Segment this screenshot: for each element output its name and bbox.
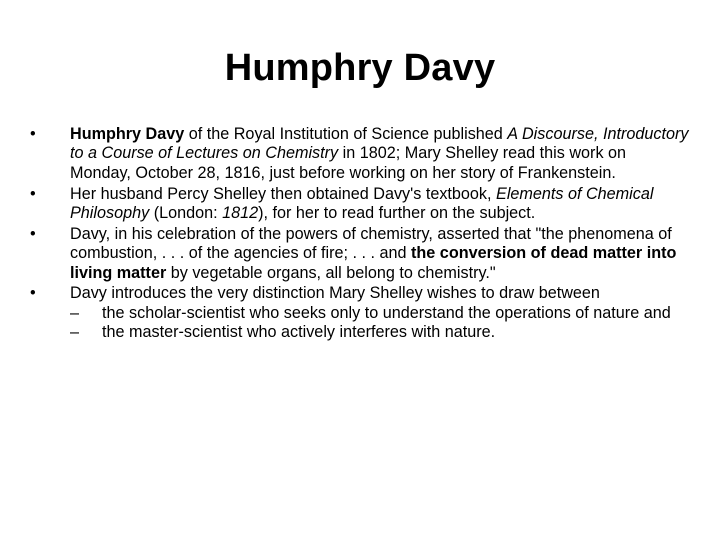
bullet-3-text-a: Davy, in his celebration of the powers of chemistry, asserted that "the phenomena of combustion, . . . of the agencies of fire; . . . and	[70, 224, 672, 263]
bullet-list	[30, 125, 690, 343]
bullet-2-text-b: (London:	[149, 204, 223, 223]
bullet-1-bold-name: Humphry Davy	[70, 125, 185, 143]
sub-bullet-list	[70, 304, 690, 343]
bullet-1-text-a: of the Royal Institution of Science published	[184, 125, 508, 143]
slide-body	[30, 125, 690, 344]
bullet-2-text-c: ), for her to read further on the subject.	[258, 204, 536, 223]
bullet-item-3	[30, 225, 690, 283]
sub-bullet-item-2: – the master‑scientist who actively interferes with nature.	[70, 323, 690, 342]
bullet-2-year: 1812	[222, 204, 259, 223]
bullet-2-book-title: Elements of Chemical Philosophy	[70, 184, 654, 223]
bullet-1-book-title: A Discourse, Introductory to a Course of Lectures on Chemistry	[70, 125, 689, 163]
bullet-item-1	[30, 125, 690, 183]
bullet-4-text: Davy introduces the very distinction Mary Shelley wishes to draw between	[70, 284, 600, 303]
bullet-item-2	[30, 185, 690, 224]
bullet-item-4	[30, 284, 690, 342]
bullet-1-text-b: in 1802; Mary Shelley read this work on Monday, October 28, 1816, just before working on her story of Frankenstein.	[70, 144, 627, 182]
bullet-3-bold-phrase: the conversion of dead matter into living matter	[70, 244, 677, 282]
sub-bullet-item-1: – the scholar‑scientist who seeks only to understand the operations of nature and	[70, 304, 690, 323]
slide-title: Humphry Davy	[224, 47, 496, 89]
bullet-2-text-a: Her husband Percy Shelley then obtained Davy's textbook,	[70, 184, 497, 203]
bullet-3-text-b: by vegetable organs, all belong to chemistry."	[166, 263, 496, 282]
